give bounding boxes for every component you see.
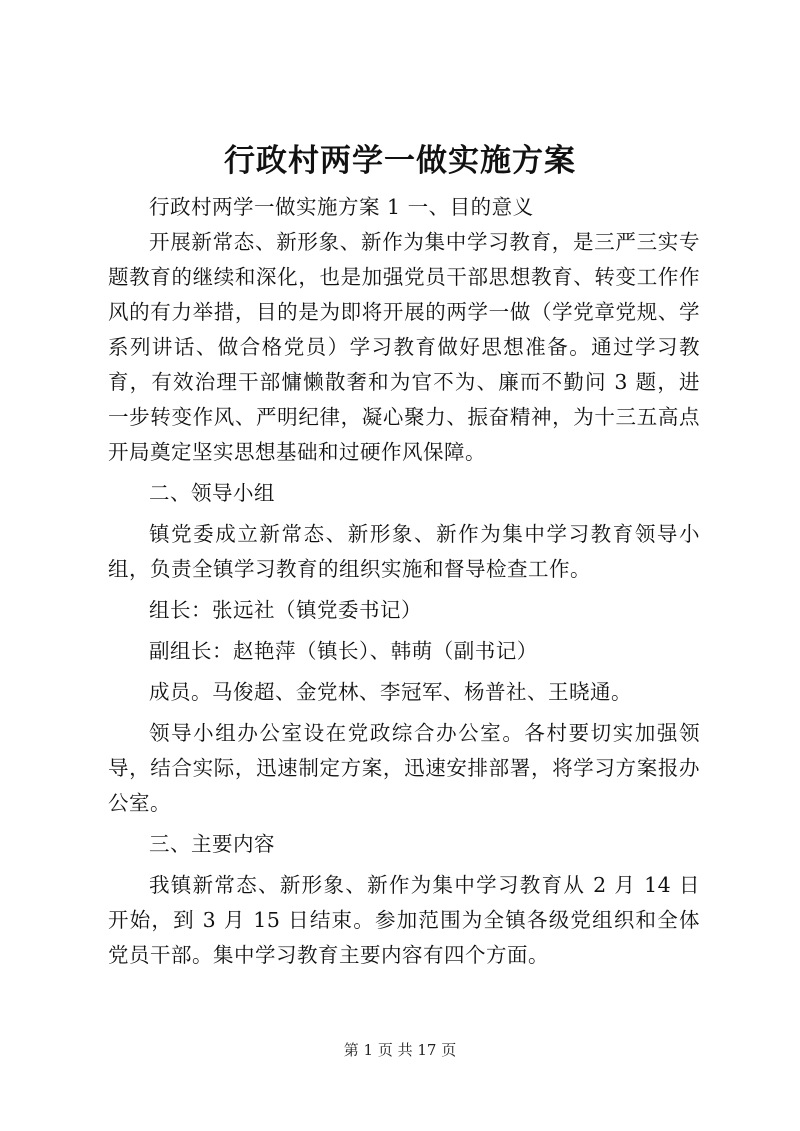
paragraph-purpose: 开展新常态、新形象、新作为集中学习教育，是三严三实专题教育的继续和深化，也是加强党员干部思想教育、转变工作作风的有力举措，目的是为即将开展的两学一做（学党章党规、学系列讲话、做合格党员）学习教育做好思想准备。通过学习教育，有效治理干部慵懒散奢和为官不为、廉而不勤问 3 题，进一步转变作风、严明纪律，凝心聚力、振奋精神，为十三五高点开局奠定坚实思想基础和过硬作风保障。 [108, 230, 700, 464]
paragraph-leadership-group: 镇党委成立新常态、新形象、新作为集中学习教育领导小组，负责全镇学习教育的组织实施和督导检查工作。 [108, 522, 700, 581]
paragraph-group-leader: 组长：张远社（镇党委书记） [149, 598, 422, 622]
section-heading-leadership: 二、领导小组 [149, 481, 275, 505]
paragraph-intro-heading: 行政村两学一做实施方案 1 一、目的意义 [149, 195, 534, 219]
paragraph-deputy-leaders: 副组长：赵艳萍（镇长）、韩萌（副书记） [149, 639, 538, 663]
document-title: 行政村两学一做实施方案 [224, 143, 576, 179]
document-body [108, 190, 700, 973]
paragraph-members: 成员。马俊超、金党林、李冠军、杨普社、王晓通。 [149, 680, 632, 704]
paragraph-schedule: 我镇新常态、新形象、新作为集中学习教育从 2 月 14 日开始，到 3 月 15 日结束。参加范围为全镇各级党组织和全体党员干部。集中学习教育主要内容有四个方面。 [108, 873, 700, 967]
page-footer: 第 1 页 共 17 页 [343, 1041, 457, 1059]
section-heading-content: 三、主要内容 [149, 832, 275, 856]
paragraph-office: 领导小组办公室设在党政综合办公室。各村要切实加强领导，结合实际，迅速制定方案，迅速安排部署，将学习方案报办公室。 [108, 721, 700, 815]
